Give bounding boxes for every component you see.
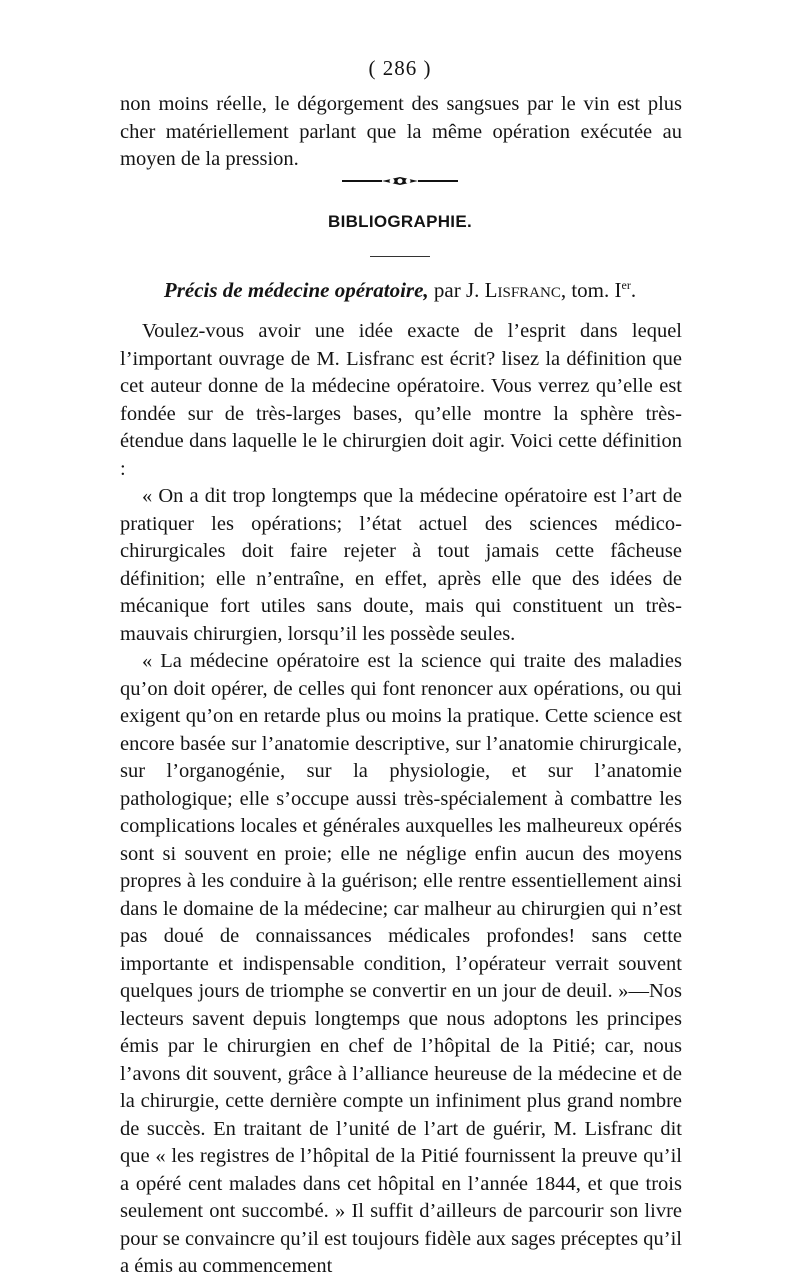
tome-superscript: er bbox=[621, 278, 631, 292]
paragraph-intro: Voulez-vous avoir une idée exacte de l’esprit dans lequel l’important ouvrage de M. Lisfranc est écrit? lisez la définition que cet auteur donne de la médecine opératoire. Vous verrez qu’elle est fondée sur de très-larges bases, qu’elle montre la sphère très-étendue dans laquelle le le chirurgien doit agir. Voici cette définition : bbox=[120, 320, 682, 480]
tome-end: . bbox=[630, 278, 637, 302]
book-title: Précis de médecine opératoire, bbox=[163, 278, 429, 302]
page-number: ( 286 ) bbox=[368, 56, 432, 80]
by-text: par J. bbox=[428, 278, 485, 302]
continuation-text: non moins réelle, le dégorgement des sangsues par le vin est plus cher matériellement parlant que la même opération exécutée au moyen de la pression. bbox=[120, 93, 682, 170]
paragraph-quote-2: « La médecine opératoire est la science qui traite des maladies qu’on doit opérer, de celles qui font renoncer aux opérations, ou qui exigent qu’on en retarde plus ou moins la pratique. Cette science est encore basée sur l’anatomie descriptive, sur l’anatomie chirurgicale, sur l’organogénie, sur la physiologie, et sur l’anatomie pathologique; elle s’occupe aussi très-spécialement à combattre les complications locales et générales auxquelles les malheureux opérés sont si souvent en proie; elle ne néglige enfin aucun des moyens propres à les conduire à la guérison; elle rentre essentiellement ainsi dans le domaine de la médecine; car malheur au chirurgien qui n’est pas doué de connaissances médicales profondes! sans cette importante et indispensable condition, l’opérateur verrait souvent quelques jours de triomphe se convertir en un jour de deuil. »—Nos lecteurs savent depuis longtemps que nous adoptons les principes émis par le chirurgien en chef de l’hôpital de la Pitié; car, nous l’avons dit souvent, grâce à l’alliance heureuse de la médecine et de la chirurgie, cette dernière compte un infiniment plus grand nombre de succès. En traitant de l’unité de l’art de guérir, M. Lisfranc dit que « les registres de l’hôpital de la Pitié fournissent la preuve qu’il a opéré cent malades dans cet hôpital en l’année 1844, et que trois seulement ont succombé. » Il suffit d’ailleurs de parcourir son livre pour se convaincre qu’il est toujours fidèle aux sages préceptes qu’il a émis au commencement bbox=[120, 650, 682, 1277]
paragraph-quote-1: « On a dit trop longtemps que la médecine opératoire est l’art de pratiquer les opérations; l’état actuel des sciences médico-chirurgicales doit faire rejeter à tout jamais cette fâcheuse définition; elle n’entraîne, en effet, après elle que des idées de mécanique fort utiles sans doute, mais qui constituent un très-mauvais chirurgien, lorsqu’il les possède seules. bbox=[120, 485, 682, 645]
tome-text: , tom. I bbox=[560, 278, 622, 302]
author-name: Lisfranc bbox=[484, 278, 561, 302]
review-body bbox=[120, 318, 682, 1281]
continuation-paragraph bbox=[120, 91, 682, 174]
ornament-divider bbox=[342, 172, 458, 190]
short-rule bbox=[370, 256, 430, 257]
section-title: BIBLIOGRAPHIE. bbox=[328, 212, 472, 231]
review-heading bbox=[0, 278, 800, 303]
